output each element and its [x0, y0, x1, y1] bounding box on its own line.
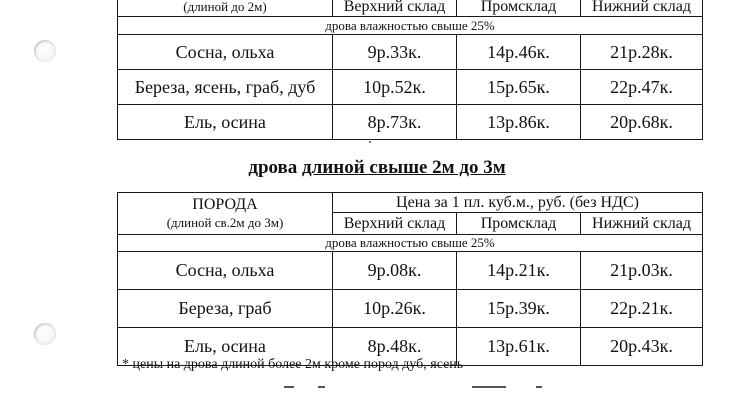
- price-cell: 8р.48к.: [333, 328, 457, 366]
- price-cell: 20р.68к.: [581, 105, 703, 140]
- species-header-sub: (длиной до 2м): [183, 0, 267, 14]
- price-table-short-firewood: [117, 0, 703, 140]
- species-cell: Сосна, ольха: [118, 35, 333, 70]
- scan-speck: [369, 141, 371, 143]
- species-cell: Береза, ясень, граб, дуб: [118, 70, 333, 105]
- col-header-upper-warehouse: Верхний склад: [333, 0, 457, 17]
- price-cell: 14р.21к.: [457, 252, 581, 290]
- price-table-long-firewood: [117, 192, 703, 366]
- price-cell: 21р.03к.: [581, 252, 703, 290]
- species-header-cell: [118, 193, 333, 235]
- price-header: Цена за 1 пл. куб.м., руб. (без НДС): [333, 193, 703, 213]
- price-cell: 13р.86к.: [457, 105, 581, 140]
- col-header-upper-warehouse: Верхний склад: [333, 213, 457, 235]
- punch-hole-top: [34, 40, 56, 62]
- species-cell: Ель, осина: [118, 328, 333, 366]
- price-cell: 15р.39к.: [457, 290, 581, 328]
- cut-off-text-fragment: [536, 386, 542, 388]
- price-cell: 9р.08к.: [333, 252, 457, 290]
- moisture-note: дрова влажностью свыше 25%: [118, 235, 703, 252]
- price-cell: 21р.28к.: [581, 35, 703, 70]
- species-header-title: ПОРОДА: [192, 196, 258, 214]
- section-heading: [0, 157, 754, 179]
- price-cell: 20р.43к.: [581, 328, 703, 366]
- species-cell: Береза, граб: [118, 290, 333, 328]
- price-cell: 8р.73к.: [333, 105, 457, 140]
- price-cell: 9р.33к.: [333, 35, 457, 70]
- col-header-lower-warehouse: Нижний склад: [581, 0, 703, 17]
- species-cell: Ель, осина: [118, 105, 333, 140]
- price-cell: 22р.47к.: [581, 70, 703, 105]
- table-row: [118, 105, 703, 140]
- moisture-note: дрова влажностью свыше 25%: [118, 17, 703, 35]
- price-cell: 14р.46к.: [457, 35, 581, 70]
- table-row: [118, 35, 703, 70]
- table-row: [118, 252, 703, 290]
- price-cell: 10р.52к.: [333, 70, 457, 105]
- punch-hole-bottom: [34, 323, 56, 345]
- heading-prefix: дрова: [248, 157, 303, 178]
- col-header-industrial-warehouse: Промсклад: [457, 213, 581, 235]
- col-header-industrial-warehouse: Промсклад: [457, 0, 581, 17]
- price-cell: 15р.65к.: [457, 70, 581, 105]
- footnote: * цены на дрова длиной более 2м кроме пород дуб, ясень: [122, 357, 464, 372]
- table-row: [118, 290, 703, 328]
- table-row: [118, 70, 703, 105]
- price-cell: 22р.21к.: [581, 290, 703, 328]
- species-cell: Сосна, ольха: [118, 252, 333, 290]
- price-cell: 10р.26к.: [333, 290, 457, 328]
- cut-off-text-fragment: [472, 386, 506, 388]
- price-cell: 13р.61к.: [457, 328, 581, 366]
- species-header-sub: (длиной св.2м до 3м): [166, 215, 284, 231]
- col-header-lower-warehouse: Нижний склад: [581, 213, 703, 235]
- cut-off-text-fragment: [284, 386, 294, 388]
- species-header-cell: [118, 0, 333, 17]
- cut-off-text-fragment: [318, 386, 325, 388]
- heading-underlined: длиной свыше 2м до 3м: [302, 157, 506, 178]
